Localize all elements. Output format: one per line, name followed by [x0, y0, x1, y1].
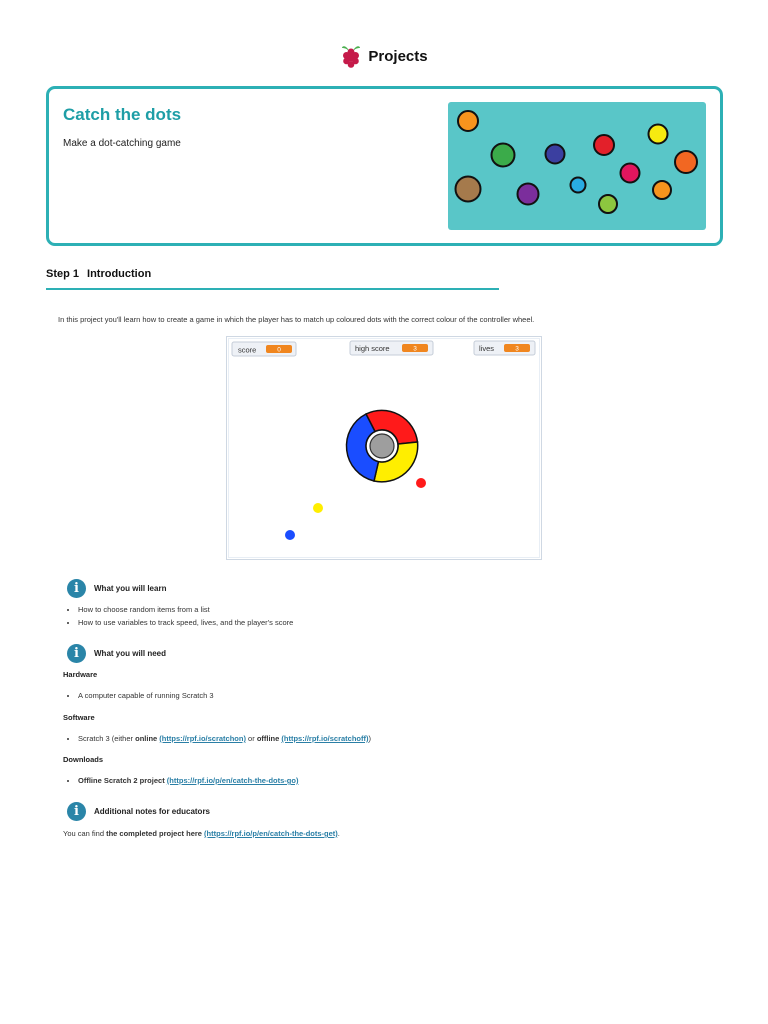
- learn-list: [64, 605, 293, 631]
- list-item: • How to use variables to track speed, lives, and the player's score: [78, 618, 293, 627]
- project-subtitle: Make a dot-catching game: [63, 138, 181, 149]
- project-cover-image: [448, 102, 706, 230]
- scratch-offline-link[interactable]: (https://rpf.io/scratchoff): [281, 734, 369, 743]
- hardware-list: [64, 691, 214, 704]
- educators-heading: Additional notes for educators: [94, 807, 211, 816]
- list-item: [78, 776, 298, 785]
- completed-project-link[interactable]: (https://rpf.io/p/en/catch-the-dots-get): [204, 829, 338, 838]
- software-suffix: ): [368, 734, 371, 743]
- info-icon: i: [67, 644, 86, 663]
- project-card: [46, 86, 723, 246]
- header-title[interactable]: Projects: [368, 47, 428, 65]
- software-list: [64, 734, 371, 747]
- downloads-heading: Downloads: [63, 755, 104, 764]
- software-online: online: [135, 734, 158, 743]
- need-info-row: [67, 644, 166, 663]
- intro-paragraph: In this project you'll learn how to create a game in which the player has to match up coloured dots with the correct colour of the controller wheel.: [58, 315, 535, 324]
- lives-monitor: [474, 341, 535, 355]
- controller-wheel: [346, 410, 417, 481]
- software-or: or: [245, 734, 257, 743]
- download-name: Offline Scratch 2 project: [78, 776, 165, 785]
- site-header: [0, 42, 768, 70]
- info-icon: i: [67, 579, 86, 598]
- learn-info-row: [67, 579, 166, 598]
- software-heading: Software: [63, 713, 95, 722]
- game-stage-screenshot: [226, 336, 542, 560]
- software-offline: offline: [256, 734, 280, 743]
- score-monitor: [232, 342, 296, 356]
- score-label: score: [238, 345, 257, 355]
- need-heading: What you will need: [94, 649, 167, 658]
- step-heading: [46, 268, 499, 290]
- downloads-list: [64, 776, 298, 789]
- list-item: [78, 734, 371, 743]
- lives-value: 3: [515, 345, 519, 353]
- step-number: Step 1: [46, 268, 80, 280]
- scratch-online-link[interactable]: (https://rpf.io/scratchon): [159, 734, 246, 743]
- educators-prefix: You can find: [63, 829, 107, 838]
- blue-dot: [285, 530, 295, 540]
- score-value: 0: [277, 346, 281, 354]
- download-link[interactable]: (https://rpf.io/p/en/catch-the-dots-go): [166, 776, 299, 785]
- high-score-monitor: [350, 341, 433, 355]
- list-item: • A computer capable of running Scratch 3: [78, 691, 214, 700]
- high-score-label: high score: [355, 344, 390, 353]
- step-title: Introduction: [87, 268, 152, 280]
- hardware-heading: Hardware: [63, 670, 98, 679]
- list-item: • How to choose random items from a list: [78, 605, 293, 614]
- project-title: Catch the dots: [63, 105, 182, 124]
- software-prefix: Scratch 3 (either: [78, 734, 136, 743]
- yellow-dot: [313, 503, 323, 513]
- high-score-value: 3: [413, 345, 417, 353]
- info-icon: i: [67, 802, 86, 821]
- educators-paragraph: [63, 829, 340, 838]
- educators-info-row: [67, 802, 210, 821]
- educators-suffix: .: [337, 829, 340, 838]
- raspberry-pi-logo-icon[interactable]: [340, 43, 362, 69]
- learn-heading: What you will learn: [94, 584, 167, 593]
- educators-bold: the completed project here: [106, 829, 202, 838]
- red-dot: [416, 478, 426, 488]
- lives-label: lives: [479, 344, 495, 353]
